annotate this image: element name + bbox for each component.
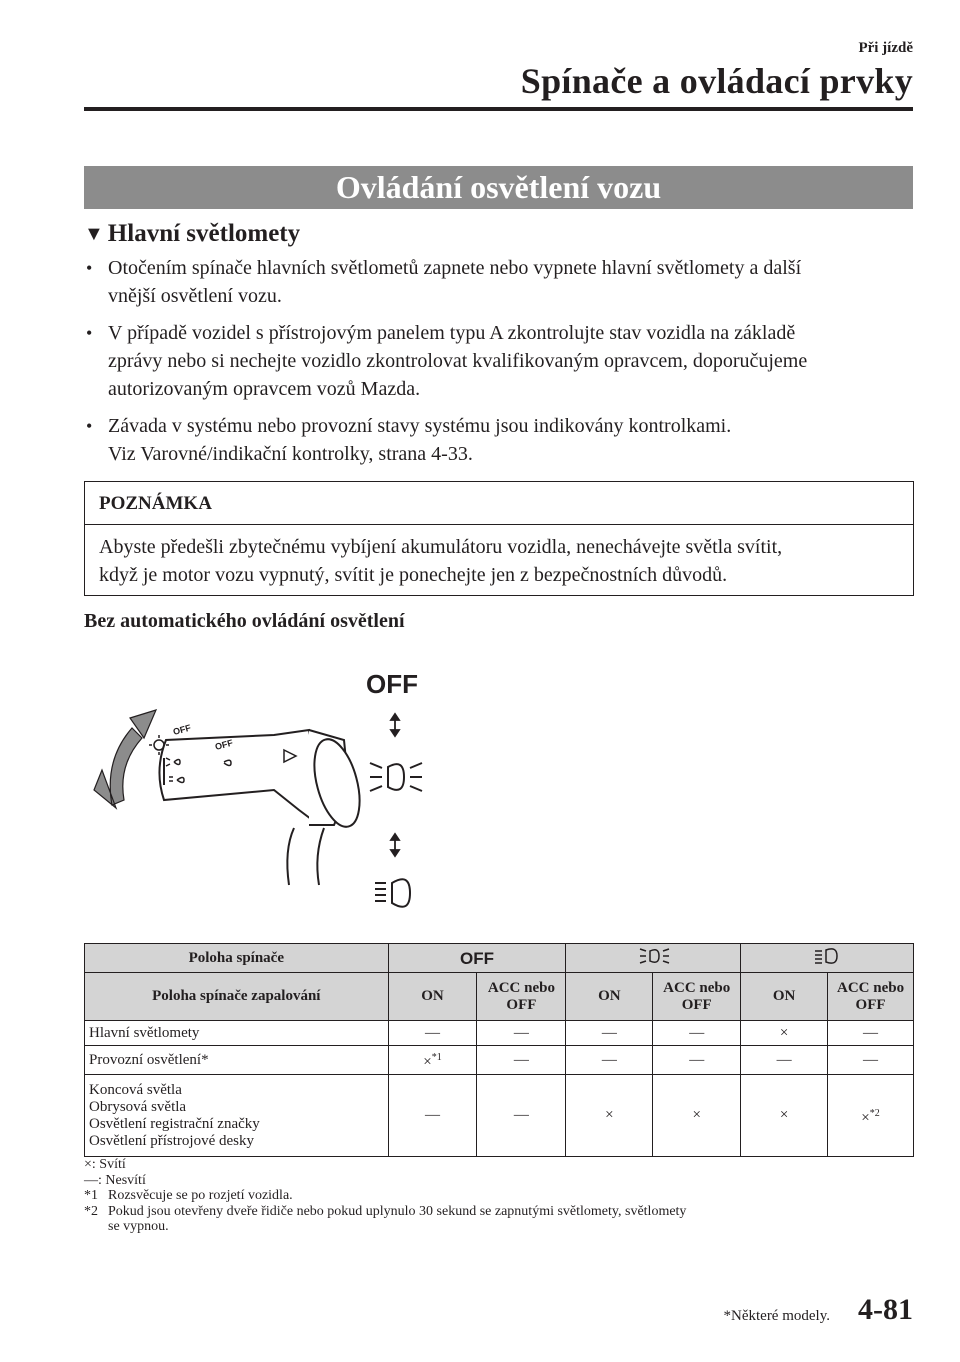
list-item <box>84 254 914 310</box>
table-cell: — <box>653 1046 741 1075</box>
bullet-line: zprávy nebo si nechejte vozidlo zkontrolovat kvalifikovaným opravcem, doporučujeme <box>108 350 808 372</box>
stalk-off-label: OFF <box>171 722 192 737</box>
table-cell: Poloha spínače zapalování <box>85 973 389 1021</box>
table-cell: — <box>566 1021 653 1046</box>
table-cell: — <box>566 1046 653 1075</box>
table-cell: Provozní osvětlení* <box>85 1046 389 1075</box>
triangle-marker-icon: ▼ <box>84 223 104 245</box>
bullet-list <box>84 254 914 477</box>
table-cell: ACC nebo OFF <box>477 973 566 1021</box>
footnote-text: se vypnou. <box>108 1219 169 1234</box>
bullet-line: Závada v systému nebo provozní stavy systému jsou indikovány kontrolkami. <box>108 415 732 437</box>
cell-line: Osvětlení registrační značky <box>89 1115 260 1132</box>
headlight-icon <box>812 947 842 965</box>
table-row <box>85 1021 914 1046</box>
table-cell <box>741 944 914 973</box>
cell-value: × <box>861 1109 870 1126</box>
bullet-line: vnější osvětlení vozu. <box>108 285 282 307</box>
footnote-number: *2 <box>84 1203 98 1219</box>
bullet-line: autorizovaným opravcem vozů Mazda. <box>108 378 421 400</box>
legend-line: —: Nesvítí <box>84 1172 146 1188</box>
table-cell: OFF <box>388 944 566 973</box>
bullet-icon: • <box>86 416 93 436</box>
table-cell: — <box>477 1046 566 1075</box>
footnote-text: Rozsvěcuje se po rozjetí vozidla. <box>108 1188 293 1203</box>
note-box <box>84 481 914 596</box>
table-cell: × <box>741 1075 828 1157</box>
bullet-line: Otočením spínače hlavních světlometů zapnete nebo vypnete hlavní světlomety a další <box>108 257 802 279</box>
parking-light-icon <box>635 947 671 965</box>
bullet-line: Viz Varovné/indikační kontrolky, strana 4-33. <box>108 443 473 465</box>
cell-line: Obrysová světla <box>89 1098 187 1115</box>
table-cell: ON <box>388 973 477 1021</box>
subsection-heading <box>84 220 300 248</box>
header-rule <box>84 107 913 111</box>
diagram-heading: Bez automatického ovládání osvětlení <box>84 610 405 632</box>
note-line: když je motor vozu vypnutý, svítit je ponechejte jen z bezpečnostních důvodů. <box>99 564 728 586</box>
note-text <box>99 533 899 589</box>
table-cell: ACC nebo OFF <box>828 973 914 1021</box>
table-cell: ON <box>741 973 828 1021</box>
footnote-item <box>84 1204 686 1235</box>
rotation-arrow-icon <box>94 710 156 808</box>
legend-line: ×: Svítí <box>84 1157 126 1172</box>
table-cell: × <box>741 1021 828 1046</box>
table-cell: — <box>828 1046 914 1075</box>
headlight-switch-illustration <box>84 650 484 930</box>
subsection-title: Hlavní světlomety <box>107 220 301 247</box>
table-cell <box>388 1046 477 1075</box>
bullet-icon: • <box>86 323 93 343</box>
note-line: Abyste předešli zbytečnému vybíjení akumulátoru vozidla, nenechávejte světla svítit, <box>99 536 783 558</box>
table-cell <box>566 944 741 973</box>
footer-note: *Některé modely. <box>723 1308 830 1324</box>
cell-line: Osvětlení přístrojové desky <box>89 1132 254 1149</box>
off-position-label: OFF <box>366 669 418 699</box>
table-row <box>85 944 914 973</box>
double-arrow-icon <box>391 834 399 856</box>
bullet-icon: • <box>86 258 93 278</box>
table-cell: ON <box>566 973 653 1021</box>
table-row <box>85 973 914 1021</box>
footnote-text: Pokud jsou otevřeny dveře řidiče nebo pokud uplynulo 30 sekund se zapnutými světlomety, světlomety <box>108 1203 687 1219</box>
footnote-ref: *1 <box>431 1052 442 1063</box>
parking-light-icon <box>370 763 422 791</box>
table-cell: — <box>828 1021 914 1046</box>
stalk-off-label: OFF <box>213 737 234 752</box>
table-cell: — <box>741 1046 828 1075</box>
table-cell: — <box>477 1021 566 1046</box>
headlight-icon <box>375 879 410 907</box>
cell-value: × <box>423 1054 432 1070</box>
table-cell <box>85 1075 389 1157</box>
note-divider <box>85 524 913 525</box>
table-cell: — <box>388 1021 477 1046</box>
double-arrow-icon <box>391 714 399 736</box>
bullet-line: V případě vozidel s přístrojovým panelem typu A zkontrolujte stav vozidla na základě <box>108 322 796 344</box>
light-status-table <box>84 943 914 1157</box>
table-cell: × <box>653 1075 741 1157</box>
table-cell: × <box>566 1075 653 1157</box>
table-cell <box>828 1075 914 1157</box>
footnote-number: *1 <box>84 1188 98 1203</box>
header-section-label: Při jízdě <box>858 40 913 56</box>
table-cell: Poloha spínače <box>85 944 389 973</box>
list-item <box>84 319 914 403</box>
table-cell: ACC nebo OFF <box>653 973 741 1021</box>
footnote-ref: *2 <box>869 1107 880 1119</box>
page-title: Spínače a ovládací prvky <box>520 61 913 101</box>
footnotes <box>84 1157 686 1235</box>
cell-line: Koncová světla <box>89 1081 182 1098</box>
table-cell: — <box>388 1075 477 1157</box>
table-cell: — <box>653 1021 741 1046</box>
table-row <box>85 1075 914 1157</box>
list-item <box>84 412 914 468</box>
page-number: 4-81 <box>858 1293 913 1326</box>
stalk-body <box>159 730 368 885</box>
note-title: POZNÁMKA <box>99 493 212 514</box>
footnote-item <box>84 1188 686 1204</box>
table-row <box>85 1046 914 1075</box>
section-title: Ovládání osvětlení vozu <box>84 166 913 209</box>
table-cell: — <box>477 1075 566 1157</box>
table-cell: Hlavní světlomety <box>85 1021 389 1046</box>
